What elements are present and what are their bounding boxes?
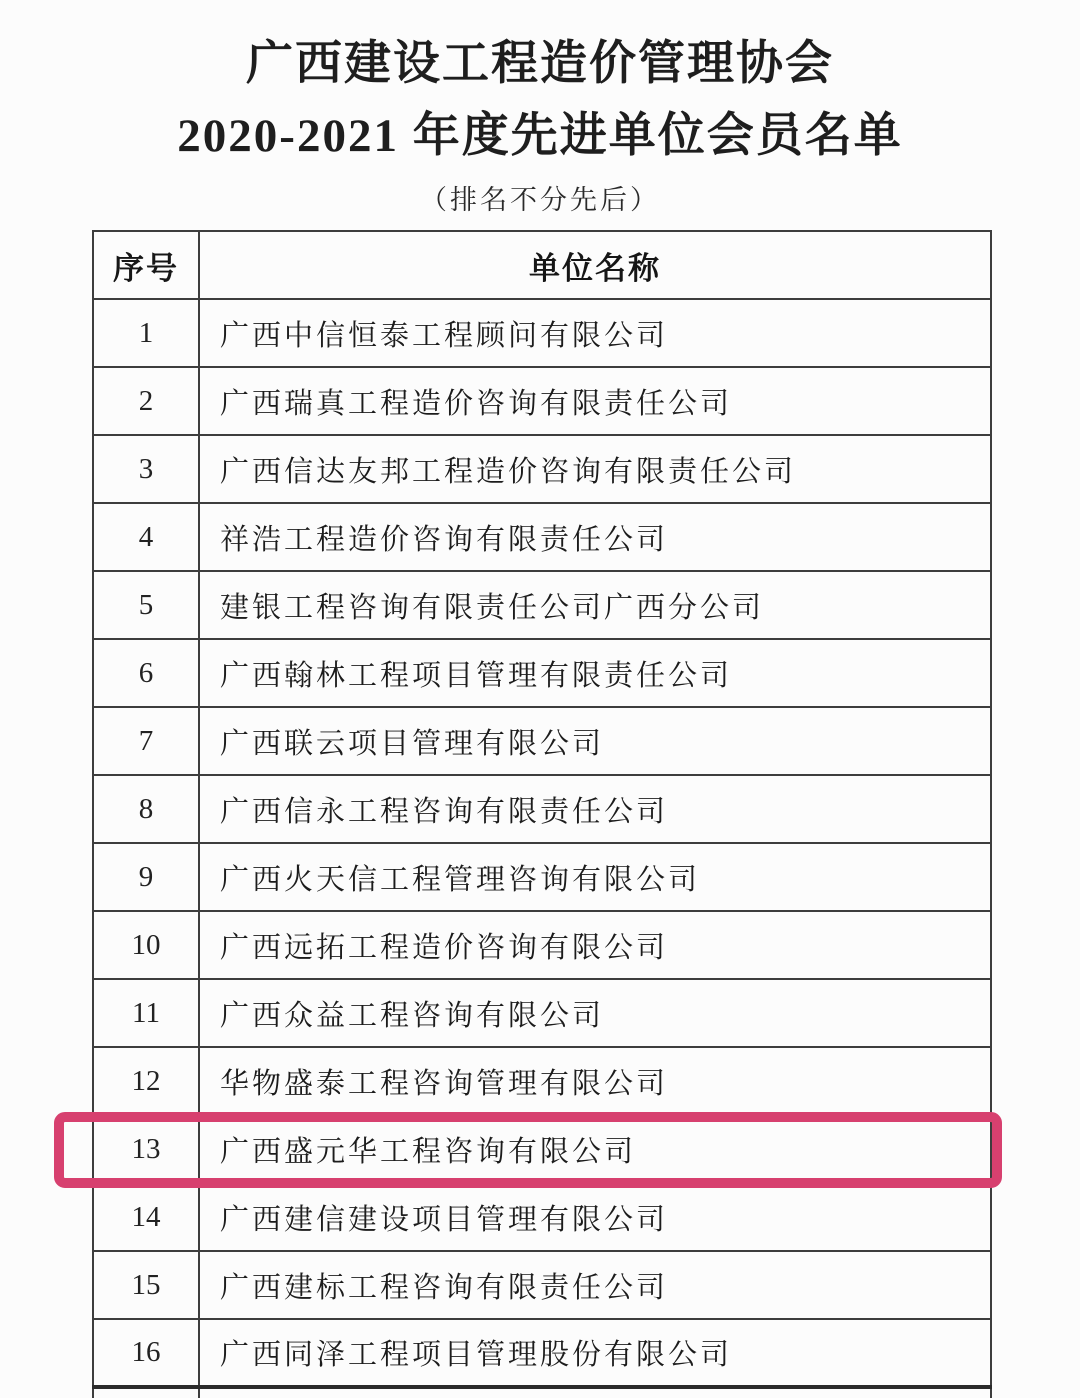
company-name: 广西联云项目管理有限公司 bbox=[199, 707, 991, 775]
table-row-partial bbox=[93, 1387, 991, 1398]
row-number: 8 bbox=[93, 775, 199, 843]
row-number: 1 bbox=[93, 299, 199, 367]
table-row bbox=[93, 979, 991, 1047]
company-name: 广西火天信工程管理咨询有限公司 bbox=[199, 843, 991, 911]
table-row bbox=[93, 435, 991, 503]
row-number: 16 bbox=[93, 1319, 199, 1387]
table-header-row bbox=[93, 231, 991, 299]
table-row bbox=[93, 639, 991, 707]
table-row bbox=[93, 1319, 991, 1387]
company-name: 广西同泽工程项目管理股份有限公司 bbox=[199, 1319, 991, 1387]
company-name: 华物盛泰工程咨询管理有限公司 bbox=[199, 1047, 991, 1115]
row-number: 3 bbox=[93, 435, 199, 503]
company-name: 祥浩工程造价咨询有限责任公司 bbox=[199, 503, 991, 571]
table-row bbox=[93, 299, 991, 367]
row-number: 12 bbox=[93, 1047, 199, 1115]
company-name: 广西中信恒泰工程顾问有限公司 bbox=[199, 299, 991, 367]
company-name: 广西建信建设项目管理有限公司 bbox=[199, 1183, 991, 1251]
row-number: 9 bbox=[93, 843, 199, 911]
company-name: 广西翰林工程项目管理有限责任公司 bbox=[199, 639, 991, 707]
document-title-line2: 2020-2021 年度先进单位会员名单 bbox=[177, 110, 903, 162]
table-row bbox=[93, 843, 991, 911]
row-number bbox=[93, 1387, 199, 1398]
table-row bbox=[93, 1047, 991, 1115]
table-row bbox=[93, 1183, 991, 1251]
company-name: 广西盛元华工程咨询有限公司 bbox=[199, 1115, 991, 1183]
table-row-highlighted bbox=[93, 1115, 991, 1183]
company-name: 建银工程咨询有限责任公司广西分公司 bbox=[199, 571, 991, 639]
table-row bbox=[93, 1251, 991, 1319]
row-number: 2 bbox=[93, 367, 199, 435]
table-row bbox=[93, 775, 991, 843]
row-number: 11 bbox=[93, 979, 199, 1047]
table-row bbox=[93, 503, 991, 571]
table-row bbox=[93, 911, 991, 979]
company-name: 广西信永工程咨询有限责任公司 bbox=[199, 775, 991, 843]
company-name: 广西远拓工程造价咨询有限公司 bbox=[199, 911, 991, 979]
company-name: 广西建标工程咨询有限责任公司 bbox=[199, 1251, 991, 1319]
table-row bbox=[93, 571, 991, 639]
row-number: 13 bbox=[93, 1115, 199, 1183]
document-title-line1: 广西建设工程造价管理协会 bbox=[246, 38, 834, 90]
column-header-name: 单位名称 bbox=[199, 231, 991, 299]
company-name: 广西瑞真工程造价咨询有限责任公司 bbox=[199, 367, 991, 435]
row-number: 5 bbox=[93, 571, 199, 639]
table-row bbox=[93, 367, 991, 435]
member-list-table bbox=[92, 230, 992, 1398]
row-number: 6 bbox=[93, 639, 199, 707]
row-number: 15 bbox=[93, 1251, 199, 1319]
company-name bbox=[199, 1387, 991, 1398]
row-number: 4 bbox=[93, 503, 199, 571]
company-name: 广西众益工程咨询有限公司 bbox=[199, 979, 991, 1047]
table-row bbox=[93, 707, 991, 775]
row-number: 10 bbox=[93, 911, 199, 979]
document-subtitle: （排名不分先后） bbox=[420, 185, 660, 215]
company-name: 广西信达友邦工程造价咨询有限责任公司 bbox=[199, 435, 991, 503]
row-number: 7 bbox=[93, 707, 199, 775]
column-header-no: 序号 bbox=[93, 231, 199, 299]
row-number: 14 bbox=[93, 1183, 199, 1251]
